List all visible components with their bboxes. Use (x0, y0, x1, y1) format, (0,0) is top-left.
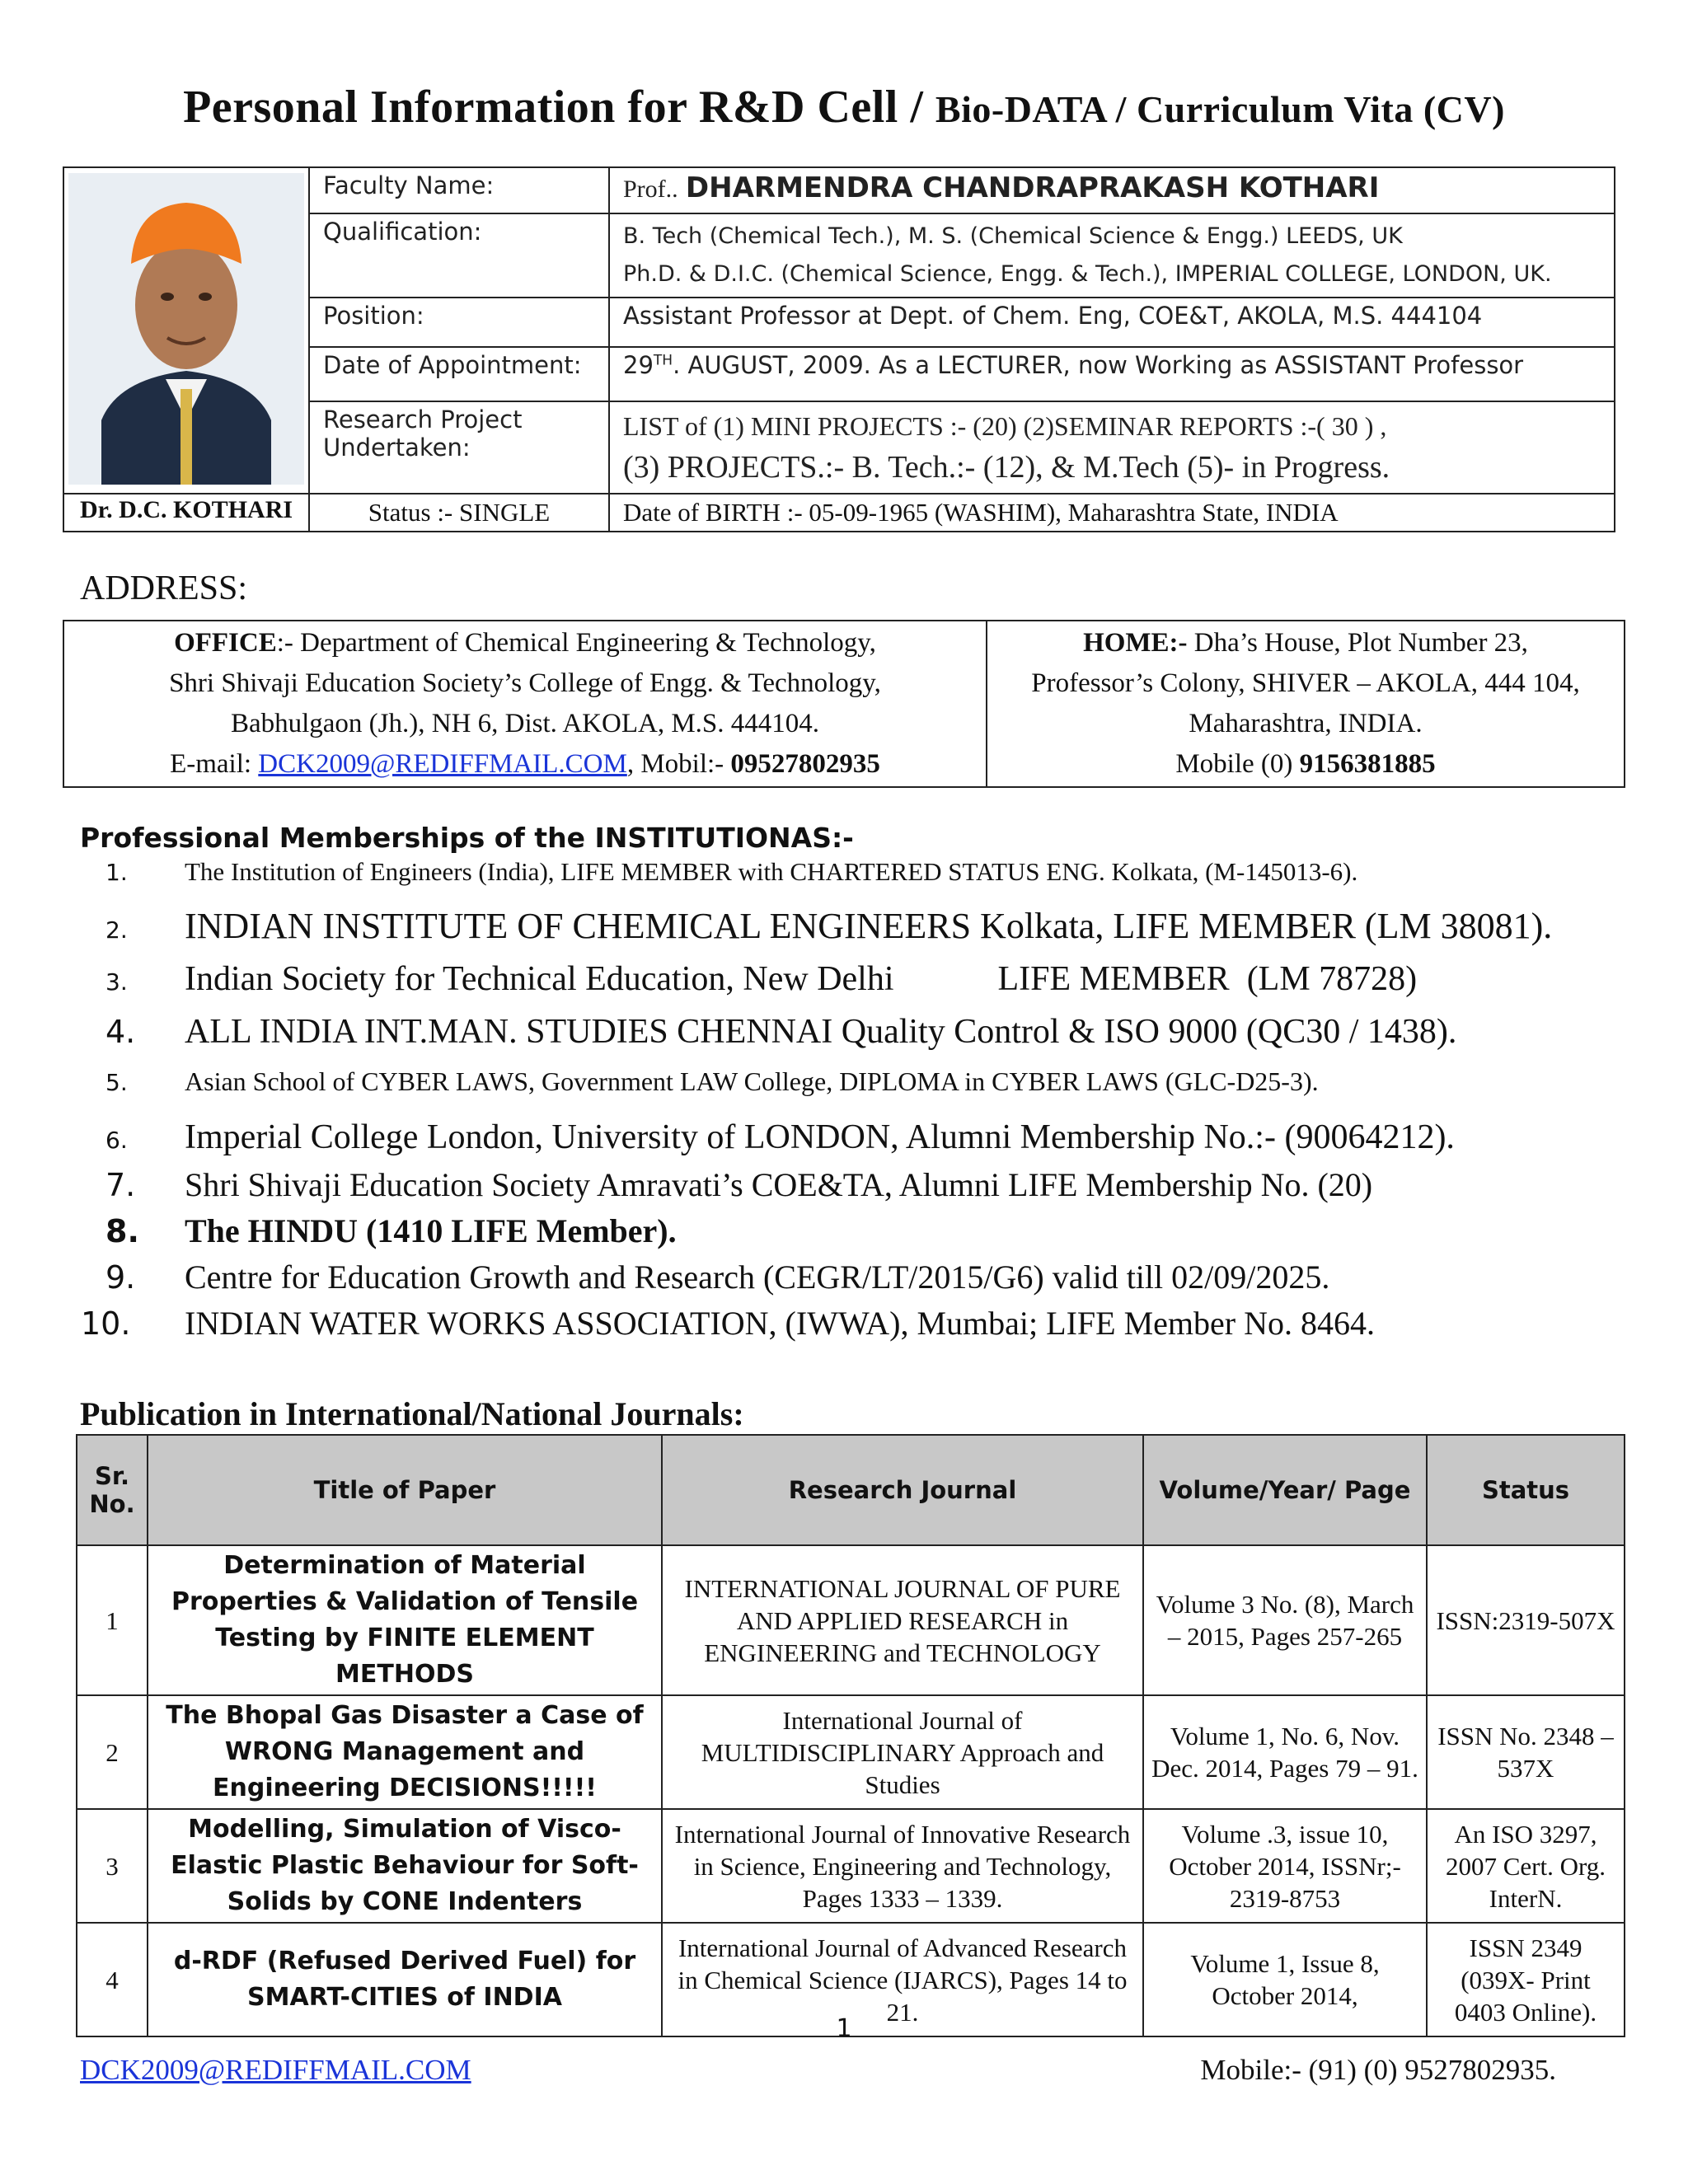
portrait-image (68, 173, 304, 485)
membership-number: 5. (106, 1069, 128, 1096)
cell-sr: 1 (77, 1545, 148, 1695)
faculty-label: Faculty Name: (309, 167, 609, 213)
footer-email-link[interactable]: DCK2009@REDIFFMAIL.COM (80, 2054, 471, 2086)
profile-photo (63, 167, 309, 494)
membership-text: Asian School of CYBER LAWS, Government LAW College, DIPLOMA in CYBER LAWS (GLC-D25-3). (185, 1066, 1319, 1096)
page-number: 1 (836, 2014, 852, 2043)
membership-number: 3. (106, 968, 128, 996)
cell-title: d-RDF (Refused Derived Fuel) for SMART-CITIES of INDIA (148, 1923, 662, 2036)
photo-caption: Dr. D.C. KOTHARI (63, 494, 309, 532)
email-label: E-mail: (170, 749, 252, 779)
position-label: Position: (309, 298, 609, 347)
cell-sr: 4 (77, 1923, 148, 2036)
page-title (0, 81, 1688, 134)
address-heading: ADDRESS: (80, 569, 248, 607)
membership-text: Centre for Education Growth and Research (CEGR/LT/2015/G6) valid till 02/09/2025. (185, 1258, 1330, 1296)
address-table (63, 620, 1625, 788)
marital-status: Status :- SINGLE (309, 494, 609, 532)
memberships-list (81, 857, 1639, 1350)
cell-sr: 2 (77, 1695, 148, 1809)
membership-text: Indian Society for Technical Education, New Delhi LIFE MEMBER (LM 78728) (185, 960, 1418, 998)
office-line-1: :- Department of Chemical Engineering & Technology, (276, 628, 876, 658)
mobile-label: , Mobil:- (626, 749, 724, 779)
cell-volume: Volume .3, issue 10, October 2014, ISSNr;- 2319-8753 (1143, 1809, 1427, 1923)
cell-status: An ISO 3297, 2007 Cert. Org. InterN. (1427, 1809, 1625, 1923)
cell-title: The Bhopal Gas Disaster a Case of WRONG Management and Engineering DECISIONS!!!!! (148, 1695, 662, 1809)
appointment-sup: TH (653, 352, 673, 369)
home-mobile-label: Mobile (0) (1175, 749, 1293, 779)
appointment-rest: . AUGUST, 2009. As a LECTURER, now Working as ASSISTANT Professor (673, 351, 1524, 379)
publications-table (76, 1434, 1625, 2037)
membership-number: 7. (106, 1167, 136, 1203)
home-line-1: Dha’s House, Plot Number 23, (1187, 628, 1528, 658)
faculty-name: DHARMENDRA CHANDRAPRAKASH KOTHARI (685, 171, 1380, 204)
membership-number: 10. (81, 1305, 131, 1342)
title-sub: Bio-DATA / Curriculum Vita (CV) (935, 88, 1505, 130)
membership-item (106, 1165, 1639, 1212)
table-row (77, 1695, 1625, 1809)
faculty-prefix: Prof.. (623, 176, 678, 203)
cell-status: ISSN No. 2348 – 537X (1427, 1695, 1625, 1809)
office-email-link[interactable]: DCK2009@REDIFFMAIL.COM (258, 749, 627, 779)
column-header-sr: Sr. No. (77, 1435, 148, 1545)
research-line-1: LIST of (1) MINI PROJECTS :- (20) (2)SEMINAR REPORTS :-( 30 ) , (623, 411, 1387, 441)
membership-text: Shri Shivaji Education Society Amravati’s COE&TA, Alumni LIFE Membership No. (20) (185, 1166, 1373, 1203)
office-line-2: Shri Shivaji Education Society’s College of Engg. & Technology, (169, 668, 881, 698)
office-label: OFFICE (174, 628, 277, 658)
appointment-day: 29 (623, 351, 654, 379)
appointment-value (609, 347, 1615, 401)
cell-status: ISSN:2319-507X (1427, 1545, 1625, 1695)
membership-item (81, 1304, 1639, 1350)
membership-item (106, 1118, 1639, 1165)
membership-number: 8. (106, 1213, 139, 1249)
qualification-line-2: Ph.D. & D.I.C. (Chemical Science, Engg. & Tech.), IMPERIAL COLLEGE, LONDON, UK. (623, 261, 1552, 287)
membership-number: 4. (106, 1014, 136, 1050)
research-value (609, 401, 1615, 494)
cell-title: Determination of Material Properties & Validation of Tensile Testing by FINITE ELEMENT METHODS (148, 1545, 662, 1695)
cell-journal: International Journal of Innovative Research in Science, Engineering and Technology, Pages 1333 – 1339. (662, 1809, 1143, 1923)
cell-volume: Volume 1, Issue 8, October 2014, (1143, 1923, 1427, 2036)
membership-item (106, 1258, 1639, 1304)
office-line-3: Babhulgaon (Jh.), NH 6, Dist. AKOLA, M.S. 444104. (230, 709, 820, 738)
membership-text: The HINDU (1410 LIFE Member). (185, 1212, 677, 1249)
cell-journal: International Journal of MULTIDISCIPLINARY Approach and Studies (662, 1695, 1143, 1809)
date-of-birth: Date of BIRTH :- 05-09-1965 (WASHIM), Maharashtra State, INDIA (609, 494, 1615, 532)
memberships-heading: Professional Memberships of the INSTITUTIONAS:- (80, 822, 854, 854)
membership-number: 1. (106, 859, 128, 886)
office-mobile: 09527802935 (730, 749, 880, 779)
cell-sr: 3 (77, 1809, 148, 1923)
home-line-2: Professor’s Colony, SHIVER – AKOLA, 444 104, (1031, 668, 1580, 698)
membership-item (106, 1012, 1639, 1066)
membership-text: The Institution of Engineers (India), LIFE MEMBER with CHARTERED STATUS ENG. Kolkata, (M-145013-6). (185, 857, 1358, 886)
home-line-3: Maharashtra, INDIA. (1189, 709, 1423, 738)
membership-item (106, 1212, 1639, 1258)
personal-info-table (63, 166, 1615, 532)
appointment-label: Date of Appointment: (309, 347, 609, 401)
home-address (987, 621, 1625, 787)
cell-journal: International Journal of Advanced Research in Chemical Science (IJARCS), Pages 14 to 21. (662, 1923, 1143, 2036)
publications-heading: Publication in International/National Journals: (80, 1395, 744, 1432)
membership-number: 6. (106, 1127, 128, 1154)
membership-text: INDIAN INSTITUTE OF CHEMICAL ENGINEERS Kolkata, LIFE MEMBER (LM 38081). (185, 906, 1553, 946)
column-header-journal: Research Journal (662, 1435, 1143, 1545)
home-mobile: 9156381885 (1299, 749, 1436, 779)
membership-item (106, 905, 1639, 959)
membership-text: ALL INDIA INT.MAN. STUDIES CHENNAI Quality Control & ISO 9000 (QC30 / 1438). (185, 1013, 1457, 1051)
membership-item (106, 857, 1639, 905)
column-header-status: Status (1427, 1435, 1625, 1545)
faculty-value (609, 167, 1615, 213)
qualification-label: Qualification: (309, 213, 609, 298)
office-address (63, 621, 987, 787)
column-header-volume: Volume/Year/ Page (1143, 1435, 1427, 1545)
cell-status: ISSN 2349 (039X- Print 0403 Online). (1427, 1923, 1625, 2036)
cell-volume: Volume 3 No. (8), March – 2015, Pages 257-265 (1143, 1545, 1427, 1695)
table-row (77, 1545, 1625, 1695)
research-label: Research Project Undertaken: (309, 401, 609, 494)
cell-volume: Volume 1, No. 6, Nov. Dec. 2014, Pages 79 – 91. (1143, 1695, 1427, 1809)
membership-number: 9. (106, 1259, 136, 1296)
qualification-line-1: B. Tech (Chemical Tech.), M. S. (Chemical Science & Engg.) LEEDS, UK (623, 223, 1403, 249)
qualification-value (609, 213, 1615, 298)
column-header-title: Title of Paper (148, 1435, 662, 1545)
membership-number: 2. (106, 916, 128, 944)
position-value: Assistant Professor at Dept. of Chem. Eng, COE&T, AKOLA, M.S. 444104 (609, 298, 1615, 347)
home-label: HOME:- (1083, 628, 1188, 658)
table-row (77, 1809, 1625, 1923)
cell-journal: INTERNATIONAL JOURNAL OF PURE AND APPLIED RESEARCH in ENGINEERING and TECHNOLOGY (662, 1545, 1143, 1695)
membership-item (106, 1066, 1639, 1118)
cell-title: Modelling, Simulation of Visco-Elastic Plastic Behaviour for Soft-Solids by CONE Indenters (148, 1809, 662, 1923)
title-main: Personal Information for R&D Cell / (183, 82, 924, 133)
footer-mobile: Mobile:- (91) (0) 9527802935. (1200, 2054, 1556, 2086)
membership-text: INDIAN WATER WORKS ASSOCIATION, (IWWA), Mumbai; LIFE Member No. 8464. (185, 1305, 1375, 1342)
research-line-2: (3) PROJECTS.:- B. Tech.:- (12), & M.Tech (5)- in Progress. (623, 450, 1390, 485)
membership-text: Imperial College London, University of LONDON, Alumni Membership No.:- (90064212). (185, 1118, 1455, 1156)
membership-item (106, 959, 1639, 1012)
